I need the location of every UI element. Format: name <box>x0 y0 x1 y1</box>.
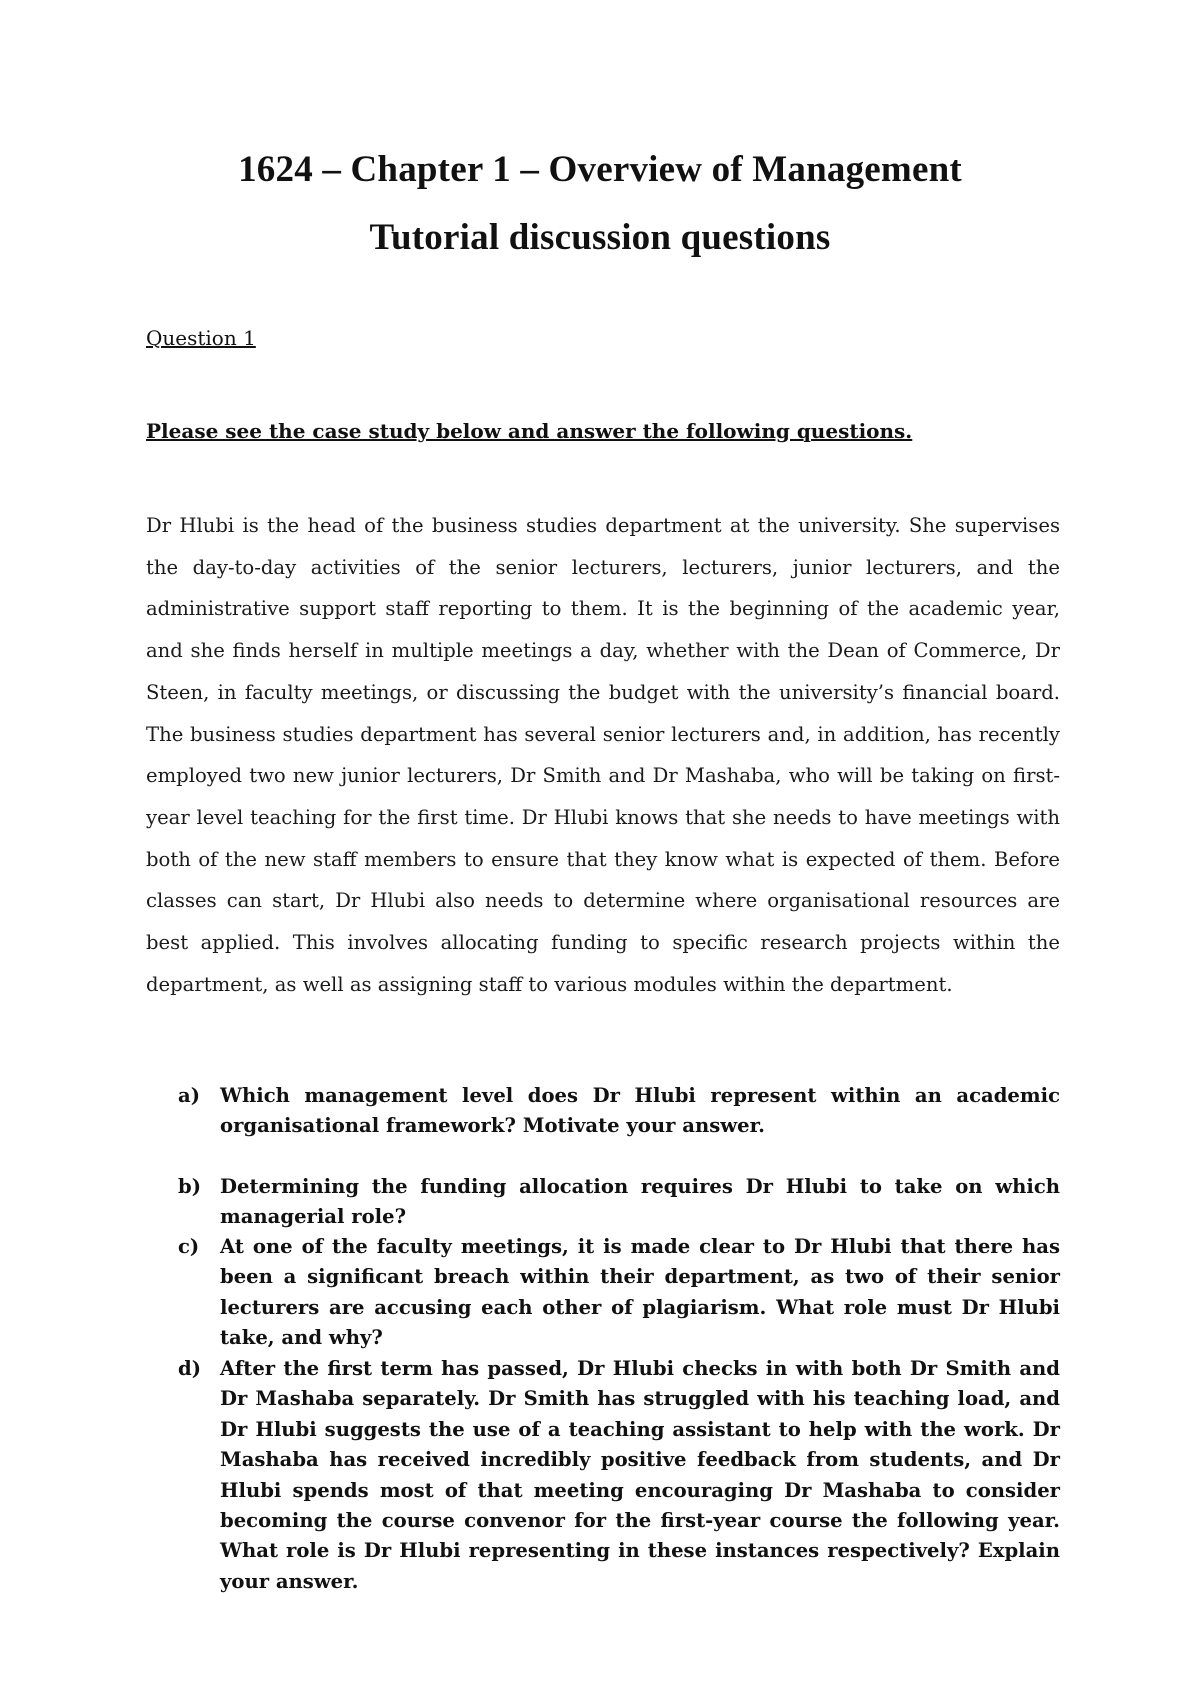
case-study-paragraph: Dr Hlubi is the head of the business studies department at the university. She supervises the day-to-day activities of the senior lecturers, lecturers, junior lecturers, and the administrative support staff reporting to them. It is the beginning of the academic year, and she finds herself in multiple meetings a day, whether with the Dean of Commerce, Dr Steen, in faculty meetings, or discussing the budget with the university’s financial board. The business studies department has several senior lecturers and, in addition, has recently employed two new junior lecturers, Dr Smith and Dr Mashaba, who will be taking on first-year level teaching for the first time. Dr Hlubi knows that she needs to have meetings with both of the new staff members to ensure that they know what is expected of them. Before classes can start, Dr Hlubi also needs to determine where organisational resources are best applied. This involves allocating funding to specific research projects within the department, as well as assigning staff to various modules within the department. <box>146 514 1060 996</box>
document-subtitle: Tutorial discussion questions <box>369 217 831 258</box>
sub-question-letter: a) <box>178 1084 200 1107</box>
sub-question-letter: c) <box>178 1235 200 1258</box>
sub-question-text: After the first term has passed, Dr Hlubi checks in with both Dr Smith and Dr Mashaba separately. Dr Smith has struggled with his teaching load, and Dr Hlubi suggests the use of a teaching assistant to help with the work. Dr Mashaba has received incredibly positive feedback from students, and Dr Hlubi spends most of that meeting encouraging Dr Mashaba to consider becoming the course convenor for the first-year course the following year. What role is Dr Hlubi representing in these instances respectively? Explain your answer. <box>220 1357 1060 1593</box>
sub-question-letter: d) <box>178 1357 201 1380</box>
document-title: 1624 – Chapter 1 – Overview of Management <box>238 149 962 190</box>
sub-question-letter: b) <box>178 1175 201 1198</box>
sub-question-a <box>178 1081 1060 1142</box>
sub-question-text: Which management level does Dr Hlubi represent within an academic organisational framework? Motivate your answer. <box>220 1084 1060 1138</box>
question-heading: Question 1 <box>146 326 256 350</box>
sub-question-d <box>178 1354 1060 1597</box>
sub-question-text: At one of the faculty meetings, it is made clear to Dr Hlubi that there has been a significant breach within their department, as two of their senior lecturers are accusing each other of plagiarism. What role must Dr Hlubi take, and why? <box>220 1235 1060 1350</box>
sub-question-c <box>178 1232 1060 1354</box>
sub-question-b <box>178 1172 1060 1233</box>
instruction-text: Please see the case study below and answer the following questions. <box>146 419 913 443</box>
sub-question-text: Determining the funding allocation requires Dr Hlubi to take on which managerial role? <box>220 1175 1060 1229</box>
